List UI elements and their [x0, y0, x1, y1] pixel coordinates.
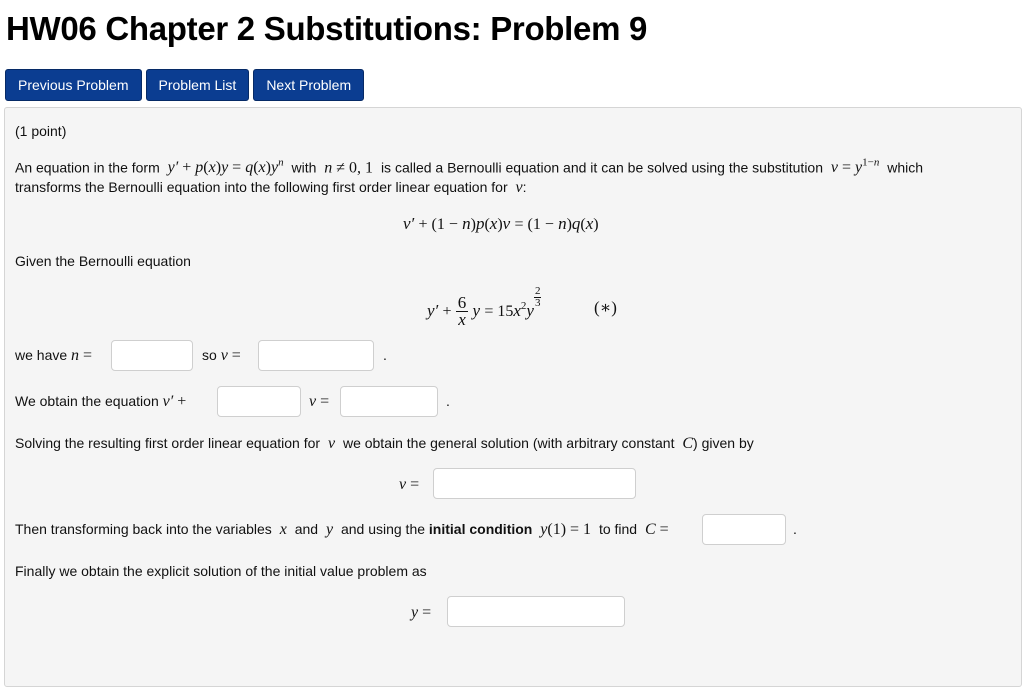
given-equation-display: y′ + $\frac{6}{x}$ $y = 15x^2y$ $\frac{2}{3}$: [427, 285, 541, 330]
linear-equation-display: v′ + (1 − n)p(x)v = (1 − n)q(x): [403, 214, 599, 233]
obtain-equation-label: We obtain the equation: [15, 393, 159, 409]
next-problem-button[interactable]: Next Problem: [253, 69, 364, 101]
n-answer-input[interactable]: [111, 340, 193, 371]
so-label: so: [202, 347, 217, 363]
finally-text: Finally we obtain the explicit solution of the initial value problem as: [15, 563, 427, 579]
intro-line-1: An equation in the form $y' + p(x)y = q(x)y^n$ with n ≠ 0, 1 is called a Bernoulli equation and it can be solved using the substitution $v = y^{1-n}$ which: [15, 157, 924, 177]
intro-line-2: transforms the Bernoulli equation into the following first order linear equation for v:: [15, 179, 527, 196]
substitution-math: $v = y^{1-n}$: [826, 157, 880, 177]
n-condition-math: n ≠ 0, 1: [320, 159, 374, 177]
initial-condition-label: initial condition: [428, 521, 533, 537]
v-answer-input[interactable]: [258, 340, 374, 371]
points-label: (1 point): [15, 123, 67, 139]
equation-star-label: (∗): [594, 298, 617, 317]
transform-back-text: Then transforming back into the variables x and y and using the initial condition y(1) = 1 to find C =: [15, 521, 669, 538]
y-explicit-answer-input[interactable]: [447, 596, 625, 627]
initial-condition-math: y(1) = 1: [536, 521, 592, 538]
rhs-answer-input[interactable]: [340, 386, 438, 417]
problem-list-button[interactable]: Problem List: [146, 69, 250, 101]
previous-problem-button[interactable]: Previous Problem: [5, 69, 142, 101]
page-title: HW06 Chapter 2 Substitutions: Problem 9: [6, 10, 648, 47]
problem-panel: (1 point) An equation in the form $y' + p(x)y = q(x)y^n$ with n ≠ 0, 1 is called a Bernoulli equation and it can be solved using the substitution $v = y^{1-n}$ which transforms the Bernoulli equation into the following first order linear equation for v: v′ + (1 − n)p(x)v = (1 − n)q(x) Given the Bernoulli equation y′ + $\frac{6}{x}$ $y = 15x^2y$ $\frac{2}{3}$ (∗) we have n = so v = . We obtain the equation v′ + v = . Solving the resulting first order linear equation for v we obtain the general solution (with arbitrary constant C) given by v = Then transforming back into the variables x and y and using the initial condition y(1) = 1 to find C = . Finally we obtain the explicit solution of the initial value problem as y =: [4, 107, 1022, 687]
given-label: Given the Bernoulli equation: [15, 253, 191, 269]
solving-text: Solving the resulting first order linear equation for v we obtain the general solution (with arbitrary constant C) given by: [15, 435, 754, 452]
coefficient-answer-input[interactable]: [217, 386, 301, 417]
c-answer-input[interactable]: [702, 514, 786, 545]
bernoulli-form-math: $y' + p(x)y = q(x)y^n$: [163, 157, 284, 177]
problem-nav: [5, 69, 364, 101]
v-general-answer-input[interactable]: [433, 468, 636, 499]
we-have-label: we have: [15, 347, 68, 363]
